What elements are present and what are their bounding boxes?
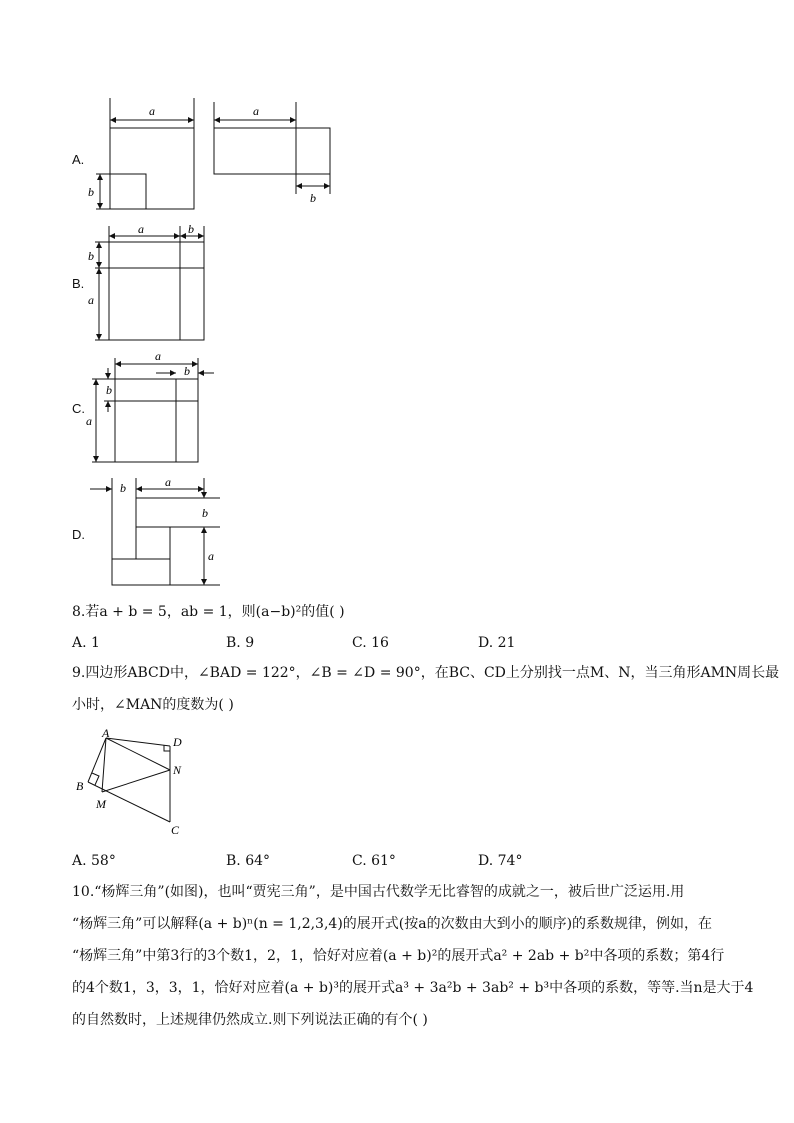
dim-b-label: b xyxy=(184,364,190,378)
dim-b-label: b xyxy=(202,506,208,520)
q8-option-b: B. 9 xyxy=(226,635,255,651)
option-a-label: A. xyxy=(72,152,85,167)
vertex-m-label: M xyxy=(96,797,106,811)
question-10-stem-line3: “杨辉三角”中第3行的3个数1，2，1，恰好对应着(a + b)²的展开式a² + 2ab + b²中各项的系数；第4行 xyxy=(72,948,725,964)
dim-a-label: a xyxy=(88,293,94,307)
q9-option-a: A. 58° xyxy=(72,853,116,869)
option-d-label: D. xyxy=(72,527,85,542)
question-text: 四边形ABCD中，∠BAD = 122°，∠B = ∠D = 90°，在BC、CD上分别找一点M、N，当三角形AMN周长最 xyxy=(85,665,780,681)
dim-b-label: b xyxy=(310,191,316,205)
question-9-stem-line2: 小时，∠MAN的度数为( ) xyxy=(72,697,234,713)
question-number: 10. xyxy=(72,884,95,900)
q9-option-d: D. 74° xyxy=(478,853,523,869)
vertex-d-label: D xyxy=(173,735,182,749)
dim-b-label: b xyxy=(188,222,194,236)
dim-a-label: a xyxy=(138,222,144,236)
dim-b-label: b xyxy=(88,249,94,263)
question-9-figure xyxy=(70,726,200,838)
vertex-n-label: N xyxy=(173,763,182,777)
q8-option-a: A. 1 xyxy=(72,635,100,651)
q8-option-c: C. 16 xyxy=(352,635,389,651)
option-d-figure xyxy=(80,474,230,590)
question-text: “杨辉三角”(如图)，也叫“贾宪三角”，是中国古代数学无比睿智的成就之一，被后世广泛运用.用 xyxy=(94,884,685,900)
option-b-figure xyxy=(80,220,220,344)
option-b-label: B. xyxy=(72,276,85,291)
option-c-figure xyxy=(80,346,220,470)
q8-option-d: D. 21 xyxy=(478,635,516,651)
dim-a-label: a xyxy=(208,549,214,563)
q9-option-c: C. 61° xyxy=(352,853,396,869)
dim-a-label: a xyxy=(86,414,92,428)
question-text: 若a + b = 5，ab = 1，则(a−b)²的值( ) xyxy=(85,604,345,620)
option-c-label: C. xyxy=(72,401,85,416)
q9-option-b: B. 64° xyxy=(226,853,271,869)
question-number: 8. xyxy=(72,604,86,620)
vertex-a-label: A xyxy=(102,726,110,740)
question-10-stem-line1 xyxy=(72,882,684,902)
vertex-c-label: C xyxy=(171,823,180,837)
question-10-stem-line5: 的自然数时，上述规律仍然成立.则下列说法正确的有个( ) xyxy=(72,1012,428,1028)
question-number: 9. xyxy=(72,665,86,681)
dim-b-label: b xyxy=(88,185,94,199)
dim-a-label: a xyxy=(165,475,171,489)
dim-a-label: a xyxy=(155,349,161,363)
question-10-stem-line4: 的4个数1，3，3，1，恰好对应着(a + b)³的展开式a³ + 3a²b + 3ab² + b³中各项的系数，等等.当n是大于4 xyxy=(72,980,754,996)
question-9-stem-line1 xyxy=(72,663,779,683)
question-10-stem-line2: “杨辉三角”可以解释(a + b)ⁿ(n = 1,2,3,4)的展开式(按a的次数由大到小的顺序)的系数规律，例如，在 xyxy=(72,916,713,932)
dim-b-label: b xyxy=(120,481,126,495)
dim-b-label: b xyxy=(106,383,112,397)
option-a-figure xyxy=(80,98,350,216)
question-8-stem xyxy=(72,602,345,622)
dim-a-label: a xyxy=(253,104,259,118)
vertex-b-label: B xyxy=(76,779,84,793)
dim-a-label: a xyxy=(149,104,155,118)
